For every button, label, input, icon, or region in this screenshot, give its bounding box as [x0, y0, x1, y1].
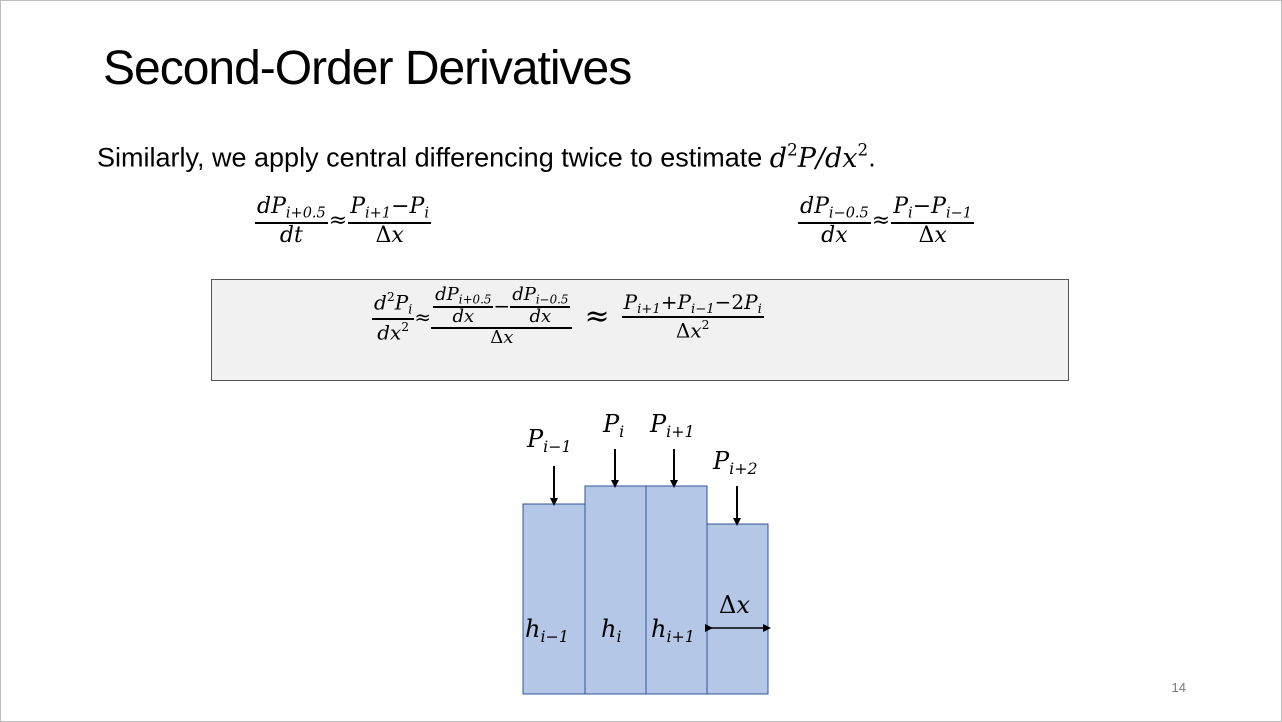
- column-i-minus-1: [523, 504, 585, 694]
- pressure-label-i: $P_i$: [603, 410, 625, 441]
- height-label-i: $h_i$: [601, 615, 622, 646]
- intro-text: Similarly, we apply central differencing twice to estimate: [97, 142, 770, 173]
- mid-lower-fraction: $\frac{dP_{i-0.5}}{dx}$: [512, 284, 569, 328]
- forward-rhs-fraction: $\frac{P_{i+1}-P_i}{\Delta x}$: [350, 194, 429, 248]
- spacing-label: Δx: [719, 591, 750, 619]
- stencil-diagram: [1, 1, 1281, 721]
- forward-lhs-fraction: $\frac{dP_{i+0.5}}{dt}$: [257, 194, 326, 248]
- intro-end: .: [868, 142, 876, 173]
- approx-symbol: ≈: [414, 304, 432, 329]
- approx-symbol: ≈: [328, 208, 348, 234]
- column-i-plus-1: [646, 486, 707, 694]
- pressure-label-i-plus-1: $P_{i+1}$: [650, 410, 695, 441]
- intro-math: $d^2P/dx^2$: [769, 139, 869, 174]
- second-mid-fraction: $\frac{dP_{i+0.5}}{dx}$ − $\frac{dP_{i-0.5}}{dx}$ Δx: [431, 286, 572, 348]
- second-rhs-fraction: $\frac{P_{i+1}+P_{i-1}-2P_i}{\Delta x^2}$: [623, 289, 762, 344]
- mid-upper-fraction: $\frac{dP_{i+0.5}}{dx}$: [435, 284, 492, 328]
- height-label-i-minus-1: $h_{i-1}$: [525, 615, 569, 646]
- approx-symbol: ≈: [871, 208, 891, 234]
- pressure-label-i-plus-2: $P_{i+2}$: [713, 447, 758, 478]
- pressure-label-i-minus-1: $P_{i-1}$: [527, 425, 572, 456]
- backward-rhs-fraction: $\frac{P_i-P_{i-1}}{\Delta x}$: [893, 194, 972, 248]
- page-number: 14: [1171, 680, 1186, 695]
- slide-title: Second-Order Derivatives: [103, 42, 632, 95]
- backward-lhs-fraction: $\frac{dP_{i-0.5}}{dx}$: [800, 194, 869, 248]
- approx-symbol-large: ≈: [584, 299, 610, 335]
- column-i: [585, 486, 646, 694]
- second-lhs-fraction: $\frac{d^2P_i}{dx^2}$: [374, 289, 413, 345]
- height-label-i-plus-1: $h_{i+1}$: [651, 615, 695, 646]
